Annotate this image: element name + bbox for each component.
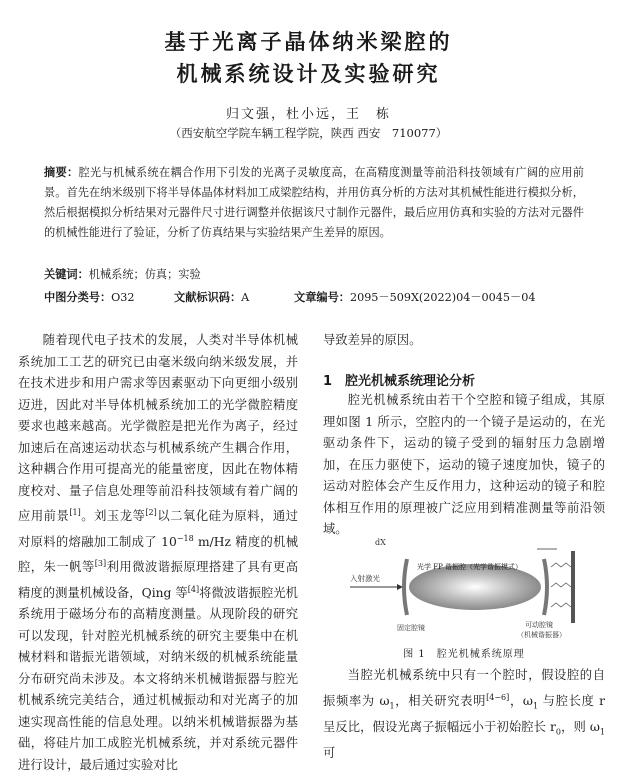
- rc-text-d: 与腔长度 r 呈反比，假设光离子振幅远小于初始腔长 r: [323, 693, 606, 734]
- wall: [571, 551, 575, 623]
- dx-label: dX: [375, 538, 386, 547]
- abstract-text: 腔光与机械系统在耦合作用下引发的光离子灵敏度高，在高精度测量等前沿科技领域有广阔的应用前景。首先在纳米级别下将半导体晶体材料加工成梁腔结构，并用仿真分析的方法对其机械性能进行模拟分析，然后根据模拟分析结果对元器件尺寸进行调整并依据该尺寸制作元器件，最后应用仿真和实验的方法对元器件的机械性能进行了验证，分析了仿真结果与实验结果产生差异的原因。: [44, 166, 584, 239]
- citation-3: [3]: [94, 559, 107, 569]
- lc-text-4: m/Hz 精度的机械腔，朱一帆等: [18, 534, 299, 575]
- rc-text-e: ，则 ω: [561, 719, 600, 734]
- keywords-text: 机械系统；仿真；实验: [88, 268, 201, 281]
- fp-label: 光学 FP 谐振腔（光学谐振模式）: [417, 563, 523, 571]
- figure-caption: 图 1 腔光机械系统原理: [403, 649, 525, 660]
- spring-icon: [551, 563, 571, 607]
- keywords-label: 关键词：: [44, 268, 89, 281]
- lc-text-6: 将微波谐振腔光机系统用于磁场分布的高精度测量。从现阶段的研究可以发现，针对腔光机械系统的研究主要集中在机械材料和谐振光谐领域，对纳米级的机械系统能量分布研究尚未涉及。本文将纳米机械谐振器与腔光机械系统完美结合，通过机械振动和对光离子的加速实现高性能的信息处理。以纳米机械谐振器为基础，将硅片加工成腔光机械系统，并对系统元器件进行设计，最后通过实验对比: [18, 585, 298, 772]
- clc-label: 中图分类号：: [44, 291, 112, 304]
- lc-text-1: 随着现代电子技术的发展，人类对半导体机械系统加工工艺的研究已由毫米级向纳米级发展，并在技术进步和用户需求等因素驱动下向更细小级别迈进，因此对半导体机械系统加工的光学微腔精度要求也越来越高。光学微腔是把光作为离子，经过加速后在高速运动状态与机械系统产生耦合作用，这种耦合作用可提高光的能量密度，因此在物体精度校对、量子信息处理等前沿科技领域有着广阔的应用前景: [18, 333, 298, 524]
- doc-code: [174, 289, 249, 305]
- right-column-paragraph-1: 腔光机械系统由若干个空腔和镜子组成，其原理如图 1 所示，空腔内的一个镜子是运动的，在光驱动条件下，运动的镜子受到的辐射压力急剧增加，在压力驱使下，运动的镜子速度加快，镜子的运动对腔体会产生反作用力，这种运动的镜子和腔体相互作用的原理被广泛应用到精准测量等前沿领域。: [323, 393, 605, 536]
- fixed-mirror: [404, 559, 407, 615]
- movable-mirror-label: 可动腔镜: [525, 621, 553, 629]
- article-value: 2095－509X(2022)04－0045－04: [349, 291, 536, 304]
- rc-text-a: 当腔光机械系统中只有一个腔时，假设腔的自振频率为 ω: [323, 668, 605, 708]
- citation-4: [4]: [187, 584, 200, 594]
- incident-label: 入射激光: [350, 574, 380, 583]
- citation-4-6: [4−6]: [486, 692, 510, 702]
- exponent: −18: [176, 533, 194, 543]
- lc-text-2: 。刘玉龙等: [80, 509, 146, 524]
- figure-diagram: [345, 537, 605, 657]
- left-column-paragraph: [18, 330, 298, 776]
- citation-2: [2]: [145, 508, 157, 517]
- lc-text-5: 利用微波谐振原理搭建了具有更高精度的测量机械设备，Qing 等: [18, 560, 298, 600]
- authors: 归文强，杜小远，王 栋: [225, 107, 391, 122]
- section-heading: 1 腔光机械系统理论分析: [323, 374, 476, 389]
- clc-number: [44, 289, 135, 305]
- paper-title-line2: 机械系统设计及实验研究: [176, 62, 441, 86]
- citation-1: [1]: [69, 508, 81, 517]
- fixed-mirror-label: 固定腔镜: [397, 624, 425, 632]
- paper-title-line1: 基于光离子晶体纳米梁腔的: [164, 30, 453, 54]
- right-column-paragraph-2: 当腔光机械系统中只有一个腔时，假设腔的自振频率为 $\omega_1$，相关研究表明[4−6]，$\omega_1$ 与腔长度 r 呈反比，假设光离子振幅远小于初始腔长 $r_0$，则 $\omega_1$ 可: [323, 668, 606, 760]
- doc-label: 文献标识码：: [174, 291, 242, 304]
- affiliation: （西安航空学院车辆工程学院，陕西 西安 710077）: [169, 126, 448, 140]
- lc-text-3: 以二氧化硅为原料，通过对原料的熔融加工制成了 10: [18, 509, 298, 549]
- article-number: [294, 289, 535, 305]
- keywords: [44, 266, 201, 282]
- right-column-continuation: 导致差异的原因。: [323, 333, 422, 347]
- doc-value: A: [241, 291, 250, 304]
- movable-mirror: [544, 559, 547, 615]
- rc-text-c: ，ω: [509, 693, 533, 708]
- rc-text-f: 可: [323, 745, 336, 760]
- article-label: 文章编号：: [294, 291, 350, 304]
- abstract-label: 摘要：: [44, 166, 79, 179]
- movable-mirror-sublabel: （机械谐振器）: [517, 631, 566, 639]
- clc-value: O32: [111, 291, 135, 304]
- rc-text-b: ，相关研究表明: [394, 693, 487, 708]
- abstract: [44, 163, 584, 243]
